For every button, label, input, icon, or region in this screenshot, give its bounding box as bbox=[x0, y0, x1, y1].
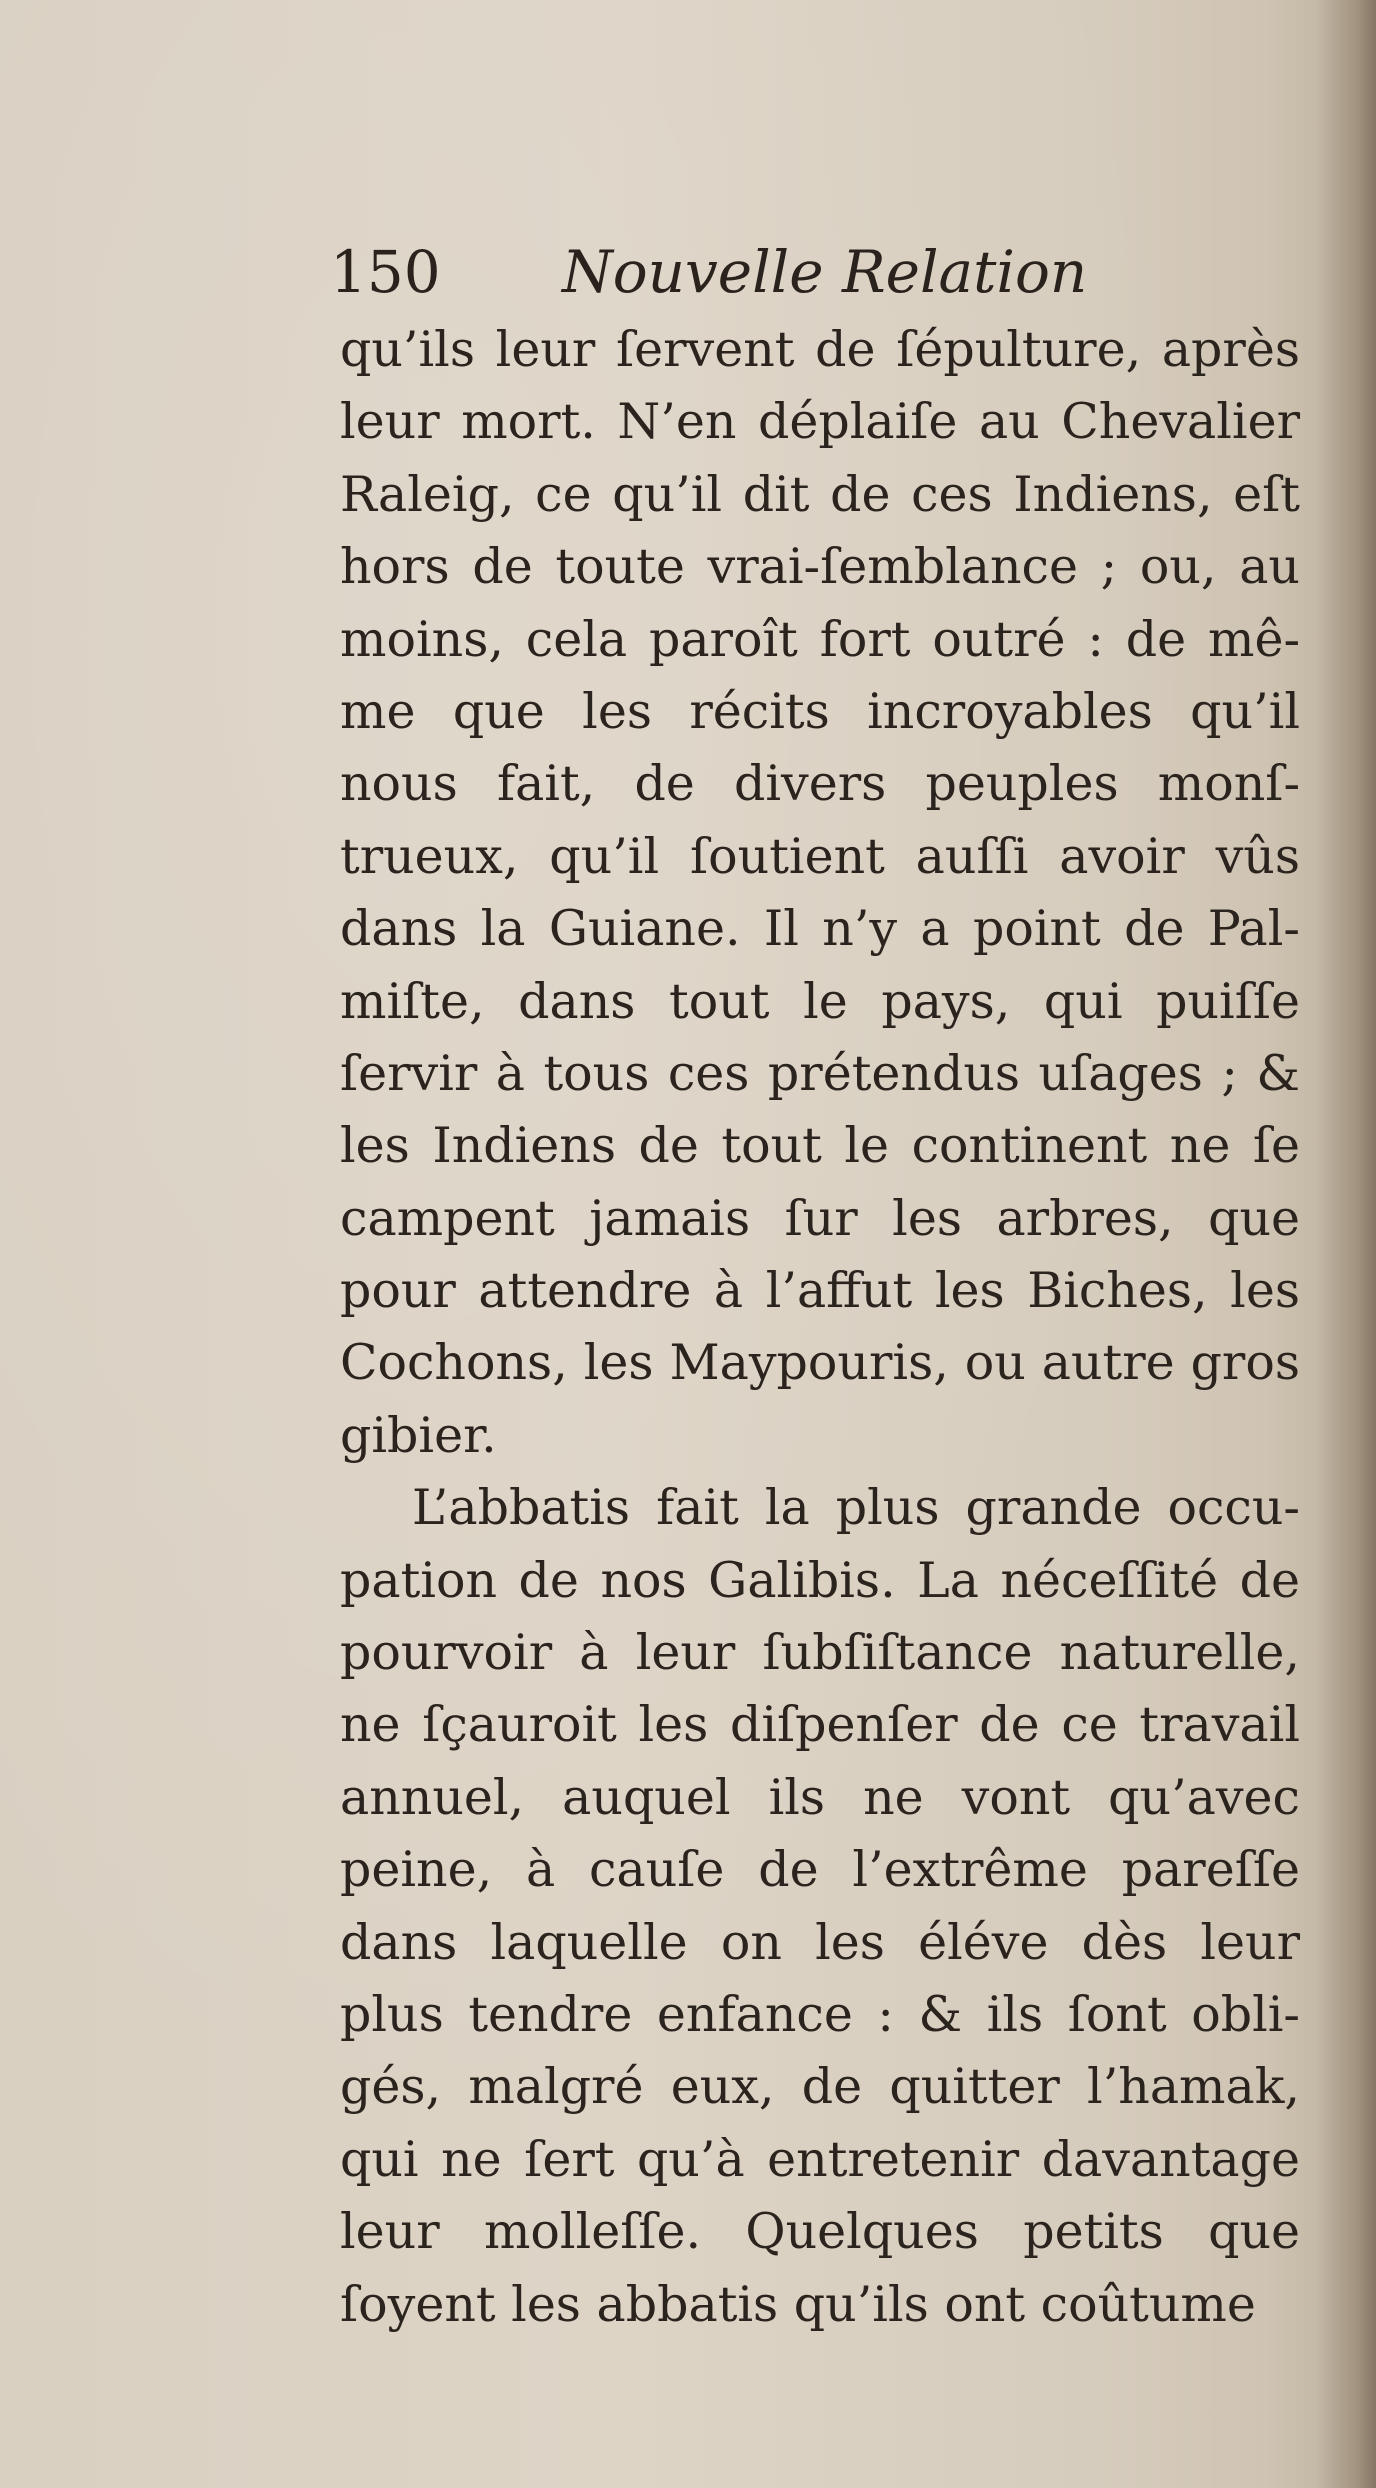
text-line: campent jamais ſur les arbres, que bbox=[340, 1189, 1300, 1247]
page-number: 150 bbox=[330, 238, 441, 306]
running-title: Nouvelle Relation bbox=[562, 238, 1088, 306]
text-line: leur mort. N’en déplaiſe au Chevalier bbox=[340, 393, 1300, 451]
text-line: dans la Guiane. Il n’y a point de Pal- bbox=[340, 900, 1300, 958]
text-line: pation de nos Galibis. La néceſſité de bbox=[340, 1551, 1300, 1609]
text-line: Cochons, les Maypouris, ou autre gros bbox=[340, 1334, 1300, 1392]
text-line: leur molleſſe. Quelques petits que bbox=[340, 2203, 1300, 2261]
text-line: pour attendre à l’affut les Biches, les bbox=[340, 1262, 1300, 1320]
running-head bbox=[330, 232, 1130, 312]
text-line: trueux, qu’il ſoutient auſſi avoir vûs bbox=[340, 827, 1300, 885]
text-line: ſervir à tous ces prétendus uſages ; & bbox=[340, 1044, 1300, 1102]
text-line: dans laquelle on les éléve dès leur bbox=[340, 1913, 1300, 1971]
text-line: les Indiens de tout le continent ne ſe bbox=[340, 1117, 1300, 1175]
text-line: nous fait, de divers peuples monſ- bbox=[340, 755, 1300, 813]
text-line: pourvoir à leur ſubſiſtance naturelle, bbox=[340, 1624, 1300, 1682]
text-line: miſte, dans tout le pays, qui puiſſe bbox=[340, 972, 1300, 1030]
text-line: annuel, auquel ils ne vont qu’avec bbox=[340, 1768, 1300, 1826]
text-line: ſoyent les abbatis qu’ils ont coûtume bbox=[340, 2275, 1256, 2333]
paragraph-1 bbox=[340, 314, 1300, 1472]
text-line: peine, à cauſe de l’extrême pareſſe bbox=[340, 1841, 1300, 1899]
text-line: ne ſçauroit les diſpenſer de ce travail bbox=[340, 1696, 1300, 1754]
text-line: qu’ils leur ſervent de ſépulture, après bbox=[340, 321, 1300, 378]
text-line: qui ne ſert qu’à entretenir davantage bbox=[340, 2130, 1300, 2188]
text-line: me que les récits incroyables qu’il bbox=[340, 682, 1300, 740]
body-text bbox=[340, 314, 1300, 2341]
text-line: hors de toute vrai-ſemblance ; ou, au bbox=[340, 538, 1300, 596]
text-line: gibier. bbox=[340, 1406, 497, 1464]
text-line: Raleig, ce qu’il dit de ces Indiens, eſt bbox=[340, 465, 1300, 523]
text-line: gés, malgré eux, de quitter l’hamak, bbox=[340, 2058, 1300, 2116]
text-line: plus tendre enfance : & ils ſont obli- bbox=[340, 1985, 1300, 2043]
page-edge-shadow bbox=[1316, 0, 1376, 2488]
text-line: moins, cela paroît fort outré : de mê- bbox=[340, 610, 1300, 668]
text-line: L’abbatis fait la plus grande occu- bbox=[412, 1479, 1300, 1537]
paragraph-2 bbox=[340, 1472, 1300, 2341]
